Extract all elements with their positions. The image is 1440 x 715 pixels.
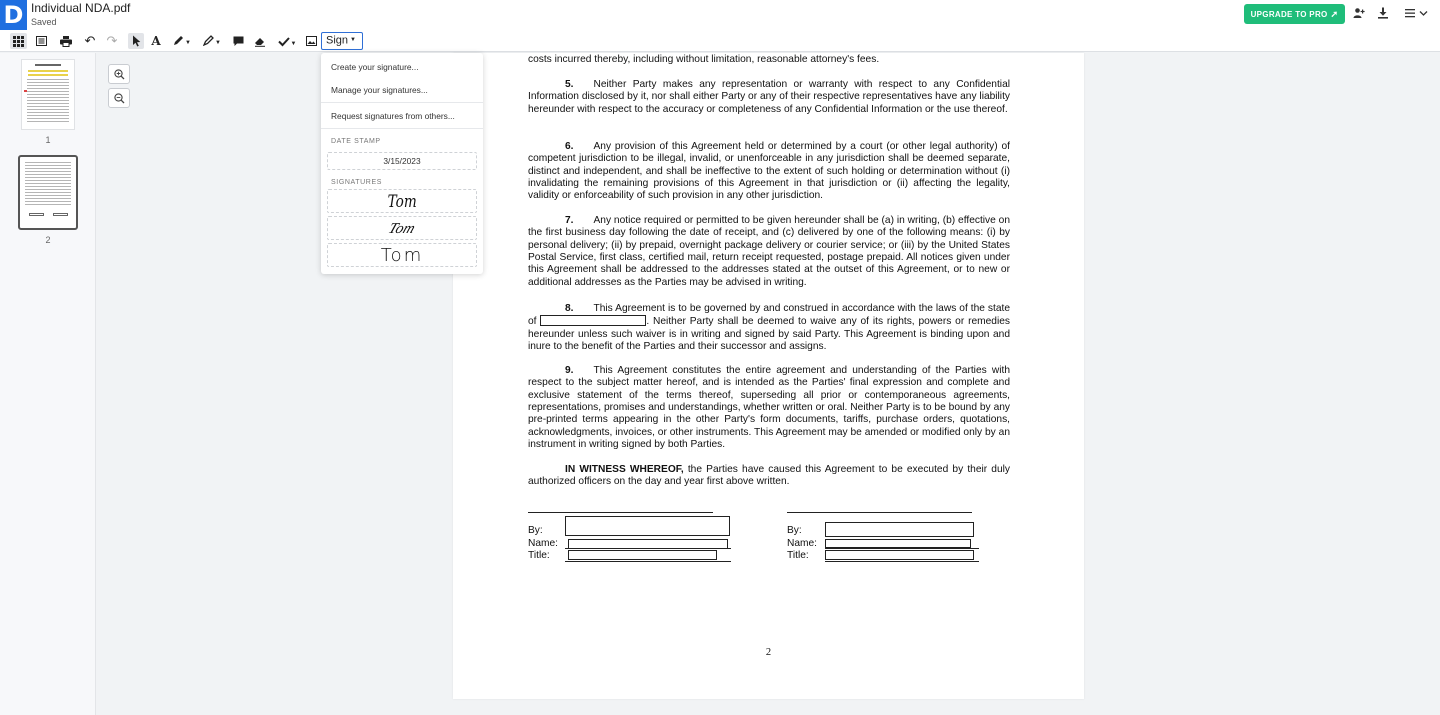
by-field-left[interactable] (565, 516, 730, 536)
checkmark-icon[interactable]: ▼ (274, 33, 300, 49)
title-field-left[interactable] (568, 550, 717, 560)
paragraph-5: 5. Neither Party makes any representation or warranty with respect to any Confidential Information disclosed by it, nor shall either Party or any of their respective representatives have any liability hereunder with respect to the accuracy or completeness of any Confidential Information or the use thereof. (528, 79, 1010, 115)
name-label-left: Name: (528, 538, 559, 549)
title-underline-right (825, 561, 979, 562)
signature-line-left (528, 512, 713, 513)
paragraph-top: costs incurred thereby, including without limitation, reasonable attorney's fees. (528, 54, 880, 65)
zoom-in-icon (114, 69, 125, 80)
name-label-right: Name: (787, 538, 818, 549)
zoom-out-button[interactable] (108, 88, 130, 108)
saved-signature-1[interactable]: Tom (327, 189, 477, 213)
image-icon[interactable] (304, 33, 318, 49)
page-thumbnails-sidebar (0, 53, 96, 715)
signature-line-right (787, 512, 972, 513)
title-label-right: Title: (787, 550, 809, 561)
text-tool-icon[interactable]: A (151, 34, 161, 48)
chevron-down-icon[interactable] (1419, 7, 1428, 22)
sign-dropdown-menu (321, 53, 483, 274)
redo-icon[interactable]: ↷ (106, 33, 118, 48)
page-label-2: 2 (45, 235, 51, 245)
zoom-out-icon (114, 93, 125, 104)
download-icon[interactable] (1377, 7, 1389, 22)
save-status: Saved (31, 17, 57, 27)
saved-signature-2[interactable]: Tom (327, 216, 477, 240)
title-label-left: Title: (528, 550, 550, 561)
manage-signatures-item[interactable]: Manage your signatures... (331, 85, 428, 95)
page-thumbnail-1[interactable] (21, 59, 75, 130)
paragraph-9: 9. This Agreement constitutes the entire agreement and understanding of the Parties with respect to the subject matter hereof, and is intended as the Parties' final expression and complete and exclusive statement of the terms thereof, superseding all prior or contemporaneous agreements, representations, promises and understandings, whether written or oral. Neither Party is to be bound by any pre-printed terms appearing in the other Party's form documents, tariffs, purchase orders, quotations, acknowledgments, invoices, or other instruments. This Agreement may be amended or modified only by an instrument in writing signed by both Parties. (528, 365, 1010, 451)
page-thumbnail-2[interactable] (18, 155, 78, 230)
highlighter-icon[interactable]: ▼ (200, 33, 224, 49)
upgrade-label: UPGRADE TO PRO (1250, 10, 1328, 19)
date-stamp-option[interactable]: 3/15/2023 (327, 152, 477, 170)
app-header (0, 0, 1440, 30)
pointer-icon[interactable] (128, 33, 144, 49)
date-stamp-heading: DATE STAMP (331, 138, 381, 145)
state-input-field[interactable] (540, 315, 646, 326)
by-label-right: By: (787, 525, 802, 536)
caret-down-icon: ▼ (350, 37, 356, 43)
create-signature-item[interactable]: Create your signature... (331, 62, 419, 72)
toolbar (0, 30, 1440, 52)
name-underline-right (825, 548, 979, 549)
by-label-left: By: (528, 525, 543, 536)
paragraph-7: 7. Any notice required or permitted to be given hereunder shall be (a) in writing, (b) effective on the first business day following the date of receipt, and (c) delivered by one of the following means: (i) by personal delivery; (ii) by prepaid, overnight package delivery or courier service; or (iii) by the United States Postal Service, first class, certified mail, return receipt requested, postage prepaid. All notices given under this Agreement shall be addressed to the addresses stated at the outset of this Agreement, or to new or additional addresses as the Parties may be advised in writing. (528, 215, 1010, 288)
paragraph-6: 6. Any provision of this Agreement held or determined by a court (or other legal authority) of competent jurisdiction to be illegal, invalid, or unenforceable in any jurisdiction shall be deemed separate, distinct and independent, and shall be ineffective to the extent of such holding or determination without (i) invalidating the remaining provisions of this Agreement in that jurisdiction or (ii) affecting the legality, validity or enforceability of such provision in any other jurisdiction. (528, 141, 1010, 202)
by-field-right[interactable] (825, 522, 974, 537)
eraser-icon[interactable] (253, 33, 267, 49)
print-icon[interactable] (58, 33, 74, 49)
grid-view-icon[interactable] (10, 33, 27, 49)
title-field-right[interactable] (825, 550, 974, 560)
page-label-1: 1 (45, 135, 51, 145)
name-field-right[interactable] (825, 539, 971, 548)
page-number: 2 (765, 647, 772, 658)
menu-divider (321, 128, 483, 129)
undo-icon[interactable]: ↶ (84, 33, 96, 48)
menu-icon[interactable] (1405, 7, 1416, 22)
saved-signature-3[interactable]: Tom (327, 243, 477, 267)
paragraph-8: 8. This Agreement is to be governed by and construed in accordance with the laws of the state of . Neither Party shall be deemed to waive any of its rights, powers or remedies hereunder unless such waiver is in writing and signed by said Party. This Agreement is binding upon and inure to the benefit of the Parties and their successor and assigns. (528, 303, 1010, 353)
request-signatures-item[interactable]: Request signatures from others... (331, 111, 455, 121)
upgrade-to-pro-button[interactable] (1244, 4, 1345, 24)
list-view-icon[interactable] (33, 33, 49, 49)
rocket-icon: ➚ (1330, 9, 1339, 19)
sign-label: Sign (326, 34, 349, 47)
sign-dropdown-button[interactable] (321, 32, 363, 50)
name-underline-left (565, 548, 731, 549)
title-underline-left (565, 561, 731, 562)
zoom-in-button[interactable] (108, 64, 130, 84)
document-title[interactable]: Individual NDA.pdf (31, 1, 131, 15)
signatures-heading: SIGNATURES (331, 179, 382, 186)
app-logo[interactable]: D (0, 0, 27, 30)
menu-divider (321, 102, 483, 103)
document-page[interactable] (453, 53, 1084, 699)
witness-paragraph: IN WITNESS WHEREOF, the Parties have caused this Agreement to be executed by their duly authorized officers on the day and year first above written. (528, 464, 1010, 488)
add-user-icon[interactable] (1353, 7, 1365, 22)
comment-icon[interactable] (231, 33, 245, 49)
pen-tool-icon[interactable]: ▼ (170, 33, 194, 49)
